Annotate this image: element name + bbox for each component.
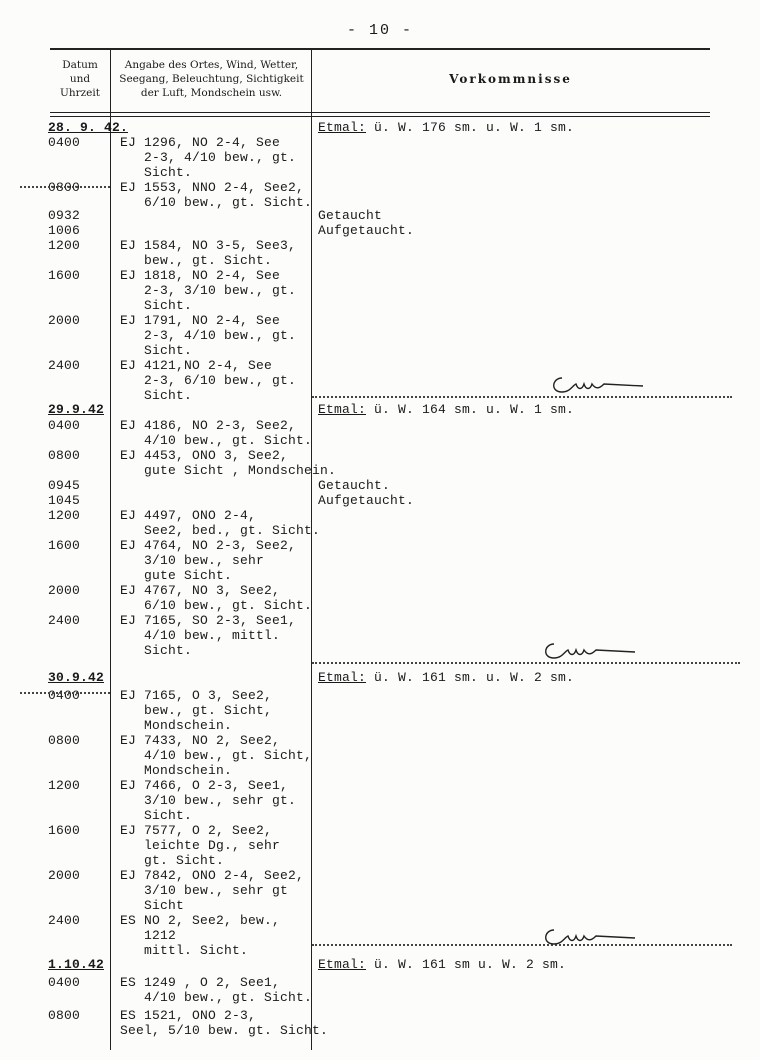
log-weather-line: EJ 4497, ONO 2-4, xyxy=(120,508,257,523)
table-top-rule xyxy=(50,48,710,50)
log-time: 1200 xyxy=(48,778,81,793)
log-weather-line: EJ 1296, NO 2-4, See xyxy=(120,135,281,150)
log-time: 0800 xyxy=(48,733,81,748)
log-weather-line: ES 1249 , O 2, See1, xyxy=(120,975,281,990)
log-time: 0800 xyxy=(48,180,81,195)
log-weather-line: 3/10 bew., sehr xyxy=(120,553,265,568)
log-weather-line: 2-3, 6/10 bew., gt. xyxy=(120,373,297,388)
log-time: 2000 xyxy=(48,583,81,598)
log-weather-line: See2, bed., gt. Sicht. xyxy=(120,523,321,538)
log-weather-line: EJ 7842, ONO 2-4, See2, xyxy=(120,868,305,883)
log-time: 0400 xyxy=(48,975,81,990)
log-time: 0932 xyxy=(48,208,81,223)
log-time: 0800 xyxy=(48,1008,81,1023)
log-weather-line: 4/10 bew., gt. Sicht. xyxy=(120,990,313,1005)
log-time: 0400 xyxy=(48,135,81,150)
margin-dots xyxy=(20,692,110,694)
log-time: 0945 xyxy=(48,478,81,493)
log-weather-line: EJ 4186, NO 2-3, See2, xyxy=(120,418,297,433)
log-event: Aufgetaucht. xyxy=(318,223,415,238)
log-etmal: Etmal: ü. W. 176 sm. u. W. 1 sm. xyxy=(318,120,575,135)
log-weather-line: gute Sicht. xyxy=(120,568,233,583)
log-event: Getaucht. xyxy=(318,478,391,493)
log-weather-line: 3/10 bew., sehr gt. xyxy=(120,793,297,808)
log-time: 2400 xyxy=(48,913,81,928)
log-weather-line: mittl. Sicht. xyxy=(120,943,249,958)
header-events: Vorkommnisse xyxy=(449,72,572,86)
log-weather-line: EJ 4453, ONO 3, See2, xyxy=(120,448,289,463)
log-weather-line: bew., gt. Sicht, xyxy=(120,703,273,718)
log-weather-line: 2-3, 4/10 bew., gt. xyxy=(120,150,297,165)
dotted-separator xyxy=(312,396,732,398)
log-weather-line: 6/10 bew., gt. Sicht. xyxy=(120,195,313,210)
header-location-weather: Angabe des Ortes, Wind, Wetter, Seegang, Beleuchtung, Sichtigkeit der Luft, Mondschein usw. xyxy=(119,59,304,99)
log-weather-line: Sicht. xyxy=(120,643,193,658)
log-weather-line: Sicht xyxy=(120,898,185,913)
signature-icon xyxy=(540,636,640,664)
log-time: 1006 xyxy=(48,223,81,238)
log-weather-line: ES NO 2, See2, bew., xyxy=(120,913,281,928)
log-time: 2000 xyxy=(48,868,81,883)
log-weather-line: Sicht. xyxy=(120,388,193,403)
log-weather-line: EJ 4764, NO 2-3, See2, xyxy=(120,538,297,553)
log-weather-line: gute Sicht , Mondschein. xyxy=(120,463,337,478)
signature-icon xyxy=(540,922,640,950)
log-weather-line: EJ 1584, NO 3-5, See3, xyxy=(120,238,297,253)
log-weather-line: Sicht. xyxy=(120,808,193,823)
log-weather-line: Sicht. xyxy=(120,298,193,313)
log-time: 2400 xyxy=(48,358,81,373)
log-weather-line: 1212 xyxy=(120,928,177,943)
page-number: - 10 - xyxy=(346,22,413,39)
log-weather-line: Mondschein. xyxy=(120,763,233,778)
log-weather-line: 4/10 bew., gt. Sicht. xyxy=(120,433,313,448)
column-divider-1 xyxy=(110,48,111,1050)
log-weather-line: 2-3, 4/10 bew., gt. xyxy=(120,328,297,343)
dotted-separator xyxy=(312,662,740,664)
log-time: 1600 xyxy=(48,268,81,283)
log-weather-line: EJ 4121,NO 2-4, See xyxy=(120,358,273,373)
log-event: Aufgetaucht. xyxy=(318,493,415,508)
signature-icon xyxy=(548,370,648,398)
log-weather-line: EJ 1818, NO 2-4, See xyxy=(120,268,281,283)
log-weather-line: bew., gt. Sicht. xyxy=(120,253,273,268)
log-time: 2400 xyxy=(48,613,81,628)
log-weather-line: 6/10 bew., gt. Sicht. xyxy=(120,598,313,613)
log-time: 0400 xyxy=(48,418,81,433)
log-weather-line: gt. Sicht. xyxy=(120,853,225,868)
log-weather-line: EJ 7433, NO 2, See2, xyxy=(120,733,281,748)
log-time: 1600 xyxy=(48,538,81,553)
dotted-separator xyxy=(312,944,732,946)
log-date: 28. 9. 42. xyxy=(48,120,129,135)
log-etmal: Etmal: ü. W. 161 sm u. W. 2 sm. xyxy=(318,957,567,972)
log-date: 1.10.42 xyxy=(48,957,105,972)
log-weather-line: 4/10 bew., gt. Sicht, xyxy=(120,748,313,763)
log-weather-line: Sicht. xyxy=(120,165,193,180)
log-weather-line: Mondschein. xyxy=(120,718,233,733)
margin-dots xyxy=(20,186,110,188)
log-weather-line: EJ 4767, NO 3, See2, xyxy=(120,583,281,598)
log-time: 1600 xyxy=(48,823,81,838)
log-time: 1200 xyxy=(48,238,81,253)
log-date: 30.9.42 xyxy=(48,670,105,685)
log-etmal: Etmal: ü. W. 161 sm. u. W. 2 sm. xyxy=(318,670,575,685)
log-weather-line: EJ 7466, O 2-3, See1, xyxy=(120,778,289,793)
log-weather-line: EJ 7165, SO 2-3, See1, xyxy=(120,613,297,628)
log-weather-line: Seel, 5/10 bew. gt. Sicht. xyxy=(120,1023,329,1038)
log-weather-line: ES 1521, ONO 2-3, xyxy=(120,1008,257,1023)
log-time: 2000 xyxy=(48,313,81,328)
log-weather-line: leichte Dg., sehr xyxy=(120,838,281,853)
log-weather-line: EJ 1553, NNO 2-4, See2, xyxy=(120,180,305,195)
log-time: 1045 xyxy=(48,493,81,508)
log-time: 1200 xyxy=(48,508,81,523)
log-weather-line: 4/10 bew., mittl. xyxy=(120,628,281,643)
log-weather-line: EJ 7165, O 3, See2, xyxy=(120,688,273,703)
log-weather-line: EJ 7577, O 2, See2, xyxy=(120,823,273,838)
log-etmal: Etmal: ü. W. 164 sm. u. W. 1 sm. xyxy=(318,402,575,417)
log-time: 0800 xyxy=(48,448,81,463)
log-weather-line: Sicht. xyxy=(120,343,193,358)
log-date: 29.9.42 xyxy=(48,402,105,417)
log-event: Getaucht xyxy=(318,208,383,223)
log-weather-line: EJ 1791, NO 2-4, See xyxy=(120,313,281,328)
header-date-time: Datum und Uhrzeit xyxy=(60,59,100,99)
log-weather-line: 3/10 bew., sehr gt xyxy=(120,883,289,898)
log-time: 0400 xyxy=(48,688,81,703)
log-weather-line: 2-3, 3/10 bew., gt. xyxy=(120,283,297,298)
